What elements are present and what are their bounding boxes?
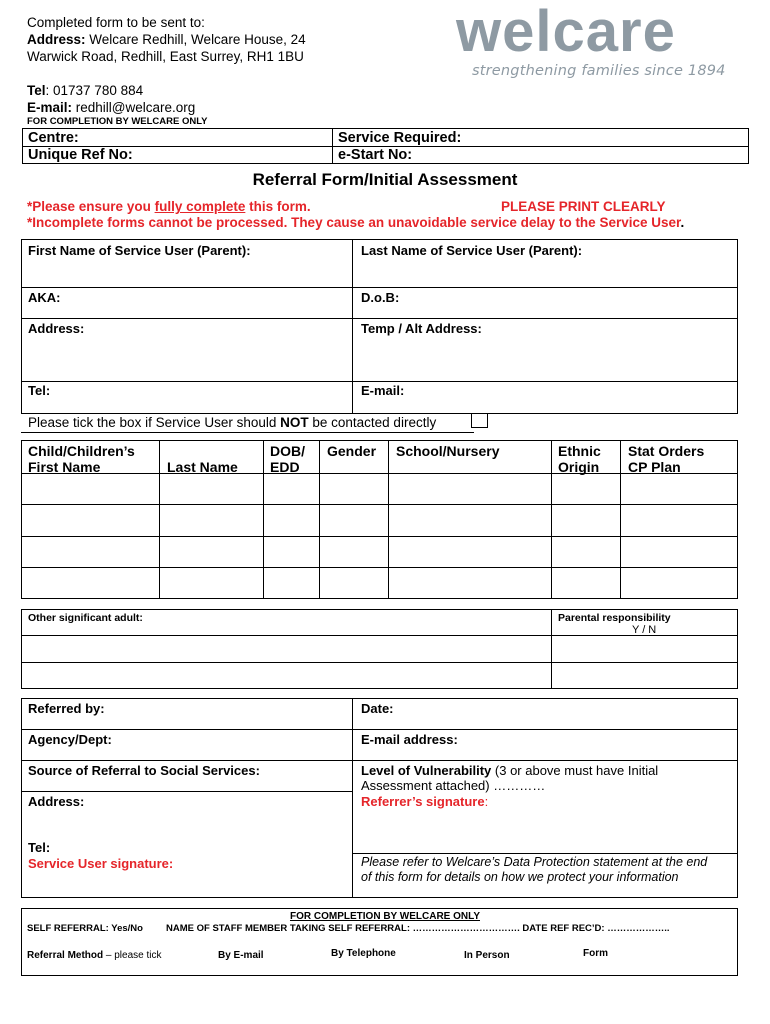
col-ethnic-origin <box>558 443 601 475</box>
col-stat-orders <box>628 443 704 475</box>
centre-field[interactable]: Centre: <box>28 130 79 146</box>
divider <box>21 381 738 382</box>
no-contact-checkbox[interactable] <box>471 413 488 428</box>
footer-office-label-text: FOR COMPLETION BY WELCARE ONLY <box>289 911 480 922</box>
email-value: redhill@welcare.org <box>72 100 196 115</box>
no-contact-emphasis: NOT <box>280 415 309 430</box>
data-protection-line: Please refer to Welcare’s Data Protection statement at the end <box>361 855 708 869</box>
address-label: Address: <box>27 32 86 47</box>
divider <box>352 853 738 854</box>
table-row[interactable] <box>22 636 738 662</box>
instruction-text: *Please ensure you <box>27 199 155 214</box>
tel-line <box>27 82 407 99</box>
referral-method-bold: Referral Method <box>27 950 104 961</box>
unique-ref-field[interactable]: Unique Ref No: <box>28 147 133 163</box>
col-dob-line: DOB/ <box>270 443 305 459</box>
logo-wordmark: welcare <box>456 0 676 64</box>
service-required-field[interactable]: Service Required: <box>338 130 462 146</box>
address-line <box>27 31 407 48</box>
referrer-signature-colon: : <box>484 794 489 809</box>
vulnerability-note: (3 or above must have Initial <box>491 763 659 778</box>
table-row[interactable] <box>22 568 738 598</box>
divider <box>21 791 352 792</box>
date-field[interactable]: Date: <box>361 701 394 716</box>
tel-label: Tel <box>27 83 46 98</box>
col-first-name-line: First Name <box>28 459 101 475</box>
method-in-person[interactable]: In Person <box>464 950 510 961</box>
col-first-name <box>28 443 135 475</box>
address-field[interactable]: Address: <box>28 321 85 336</box>
other-adult-label: Other significant adult: <box>28 612 143 624</box>
estart-field[interactable]: e-Start No: <box>338 147 413 163</box>
data-protection-line: of this form for details on how we protect your information <box>361 870 679 884</box>
no-contact-text: be contacted directly <box>308 415 437 430</box>
agency-field[interactable]: Agency/Dept: <box>28 732 112 747</box>
divider <box>21 432 474 433</box>
table-row[interactable] <box>22 663 738 689</box>
referred-by-field[interactable]: Referred by: <box>28 701 105 716</box>
instruction-period: . <box>680 215 685 230</box>
col-ethnic-line: Ethnic <box>558 443 601 459</box>
vulnerability-note-line2: Assessment attached) ………… <box>361 778 546 793</box>
first-name-field[interactable]: First Name of Service User (Parent): <box>28 243 251 258</box>
table-row[interactable] <box>22 474 738 504</box>
office-use-label: FOR COMPLETION BY WELCARE ONLY <box>27 116 208 127</box>
no-contact-text: Please tick the box if Service User should <box>28 415 281 430</box>
print-clearly-notice: PLEASE PRINT CLEARLY <box>501 199 666 214</box>
no-contact-label <box>28 415 436 430</box>
referral-method-rest: – please tick <box>103 950 162 961</box>
email-field[interactable]: E-mail: <box>361 383 405 398</box>
send-to-address-block <box>27 14 407 116</box>
referrer-tel-field[interactable]: Tel: <box>28 840 51 855</box>
address-line-2: Warwick Road, Redhill, East Surrey, RH1 1BU <box>27 49 304 64</box>
table-row[interactable] <box>22 537 738 567</box>
col-ethnic-line: Origin <box>558 459 600 475</box>
footer-office-label <box>0 911 770 923</box>
divider <box>21 318 738 319</box>
divider <box>21 287 738 288</box>
divider <box>352 239 353 414</box>
method-by-email[interactable]: By E-mail <box>218 950 264 961</box>
vulnerability-field[interactable] <box>361 763 658 778</box>
tel-field[interactable]: Tel: <box>28 383 51 398</box>
office-use-box <box>22 128 749 164</box>
source-of-referral-field[interactable]: Source of Referral to Social Services: <box>28 763 260 778</box>
parental-yn: Y / N <box>632 624 657 636</box>
col-last-name: Last Name <box>167 459 238 475</box>
data-protection-note <box>361 855 707 885</box>
instruction-incomplete <box>27 215 684 230</box>
col-stat-line: CP Plan <box>628 459 681 475</box>
referrer-signature-field[interactable] <box>361 794 488 809</box>
table-row[interactable] <box>22 505 738 536</box>
service-user-signature-field[interactable]: Service User signature: <box>28 856 174 871</box>
method-by-telephone[interactable]: By Telephone <box>331 948 396 959</box>
page-title: Referral Form/Initial Assessment <box>252 170 518 189</box>
aka-field[interactable]: AKA: <box>28 290 61 305</box>
col-dob-line: EDD <box>270 459 300 475</box>
email-label: E-mail: <box>27 100 73 115</box>
col-school: School/Nursery <box>396 443 500 459</box>
welcare-logo <box>456 0 746 88</box>
referral-method-label <box>27 950 162 962</box>
col-dob <box>270 443 305 475</box>
method-form[interactable]: Form <box>583 948 608 959</box>
logo-tagline: strengthening families since 1894 <box>472 63 726 79</box>
last-name-field[interactable]: Last Name of Service User (Parent): <box>361 243 583 258</box>
vulnerability-label: Level of Vulnerability <box>361 763 492 778</box>
tel-value: : 01737 780 884 <box>45 83 144 98</box>
divider <box>21 729 738 730</box>
self-referral-field[interactable]: SELF REFERRAL: Yes/No <box>27 923 143 934</box>
temp-address-field[interactable]: Temp / Alt Address: <box>361 321 482 336</box>
send-to-heading: Completed form to be sent to: <box>27 15 205 30</box>
divider <box>21 760 738 761</box>
referrer-address-field[interactable]: Address: <box>28 794 85 809</box>
address-value: Welcare Redhill, Welcare House, 24 <box>85 32 306 47</box>
staff-name-field[interactable]: NAME OF STAFF MEMBER TAKING SELF REFERRAL: ……………………………. DATE REF REC’D: ……………….. <box>166 923 670 934</box>
col-gender: Gender <box>327 443 377 459</box>
parental-responsibility-label: Parental responsibility <box>558 612 671 624</box>
referrer-signature-label: Referrer’s signature <box>361 794 485 809</box>
email-line <box>27 99 407 116</box>
instruction-emphasis: fully complete <box>154 199 246 214</box>
instruction-text: *Incomplete forms cannot be processed. They cause an unavoidable service delay to the Service User <box>27 215 681 230</box>
divider <box>352 698 353 898</box>
instruction-complete <box>27 199 311 214</box>
col-stat-line: Stat Orders <box>628 443 705 459</box>
col-first-name-line: Child/Children’s <box>28 443 135 459</box>
email-address-field[interactable]: E-mail address: <box>361 732 458 747</box>
instruction-text: this form. <box>245 199 311 214</box>
dob-field[interactable]: D.o.B: <box>361 290 400 305</box>
